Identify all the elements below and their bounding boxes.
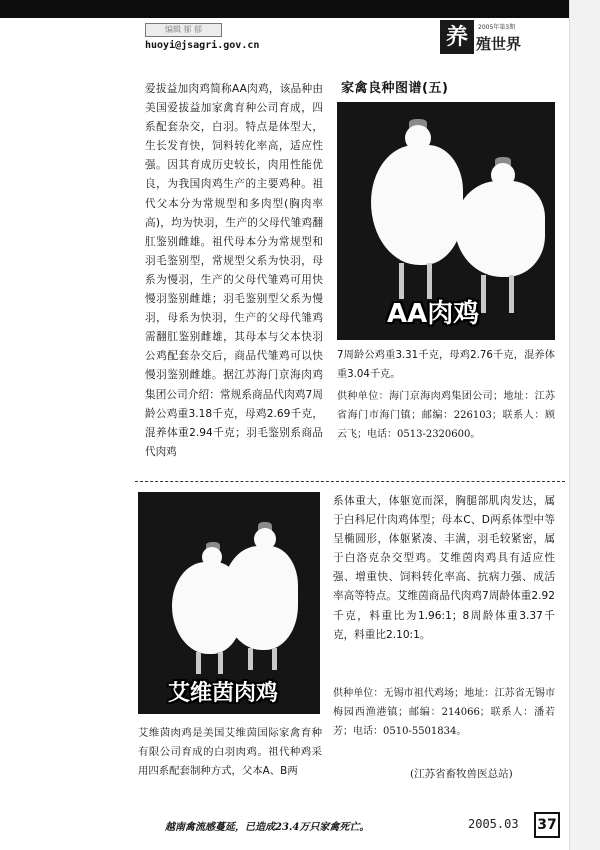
article2-supplier: 供种单位：无锡市祖代鸡场；地址：江苏省无锡市梅园西渔港镇；邮编：214066；联系人：潘若芳；电话：0510-5501834。 [333,688,555,737]
issue-number: 2005.03 [468,817,519,831]
editor-email: huoyi@jsagri.gov.cn [145,40,260,51]
logo-name: 殖世界 [476,35,522,53]
author-credit: (江苏省畜牧兽医总站) [410,768,513,780]
section-divider [135,481,565,482]
page-edge-stripe [569,0,600,850]
photo-caption: AA肉鸡 [387,299,480,329]
series-banner: 家禽良种图谱(五) [337,75,555,102]
logo-mark: 养 [440,20,474,54]
avian-broiler-photo [138,492,320,714]
article1-text: 爱拔益加肉鸡简称AA肉鸡，该品种由美国爱拔益加家禽育种公司育成，四系配套杂交，白羽。特点是体型大，生长发育快，饲料转化率高，适应性强。因其育成历史较长，肉用性能优良，为我国肉鸡生产的主要鸡种。祖代父本分为常规型和多肉型(胸肉率高)，均为快羽，生产的父母代雏鸡翻肛鉴别雌雄。祖代母本分为常规型和羽毛鉴别型，常规型父系为快羽，母系为慢羽，生产的父母代雏鸡可用快慢羽鉴别雌雄；羽毛鉴别型父系为慢羽，母系为快羽，生产的父母代雏鸡需翻肛鉴别雌雄，其母本与父本快羽公鸡配套杂交后，商品代雏鸡可以快慢羽鉴别雌雄。据江苏海门京海肉鸡集团公司介绍：常规系商品代肉鸡7周龄公鸡重3.18千克，母鸡2.69千克，混养体重2.94千克；羽毛鉴别系商品代肉鸡 [145,83,323,458]
footer-news-note: 越南禽流感蔓延，已造成23.4万只家禽死亡。 [165,822,370,833]
photo-caption: 艾维茵肉鸡 [168,681,279,706]
page-number: 37 [534,812,560,838]
article1-supplier: 供种单位：海门京海肉鸡集团公司；地址：江苏省海门市海门镇；邮编：226103；联系人：顾云飞；电话：0513-2320600。 [337,391,555,440]
editor-label: 编辑 郁 郁 [145,23,222,37]
article2-text-left: 艾维茵肉鸡是美国艾维茵国际家禽育种有限公司育成的白羽肉鸡。祖代种鸡采用四系配套制种方式，父本A、B两 [138,727,322,778]
article1-continuation: 7周龄公鸡重3.31千克，母鸡2.76千克，混养体重3.04千克。 [337,350,555,381]
logo-subtitle: 2005年第3期 [478,24,516,31]
aa-broiler-photo [337,75,555,340]
top-black-bar [0,0,600,18]
article2-text-right: 系体重大，体躯宽而深，胸腿部肌肉发达，属于白科尼什肉鸡体型；母本C、D两系体型中等呈椭圆形，体躯紧凑、丰满，羽毛较紧密，属于白洛克杂交型鸡。艾维茵肉鸡具有适应性强、增重快、饲料转化率高、抗病力强、成活率高等特点。艾维茵商品代肉鸡7周龄体重2.92千克，料重比为1.96:1；8周龄体重3.37千克，料重比2.10:1。 [333,495,555,641]
magazine-logo [440,20,530,54]
